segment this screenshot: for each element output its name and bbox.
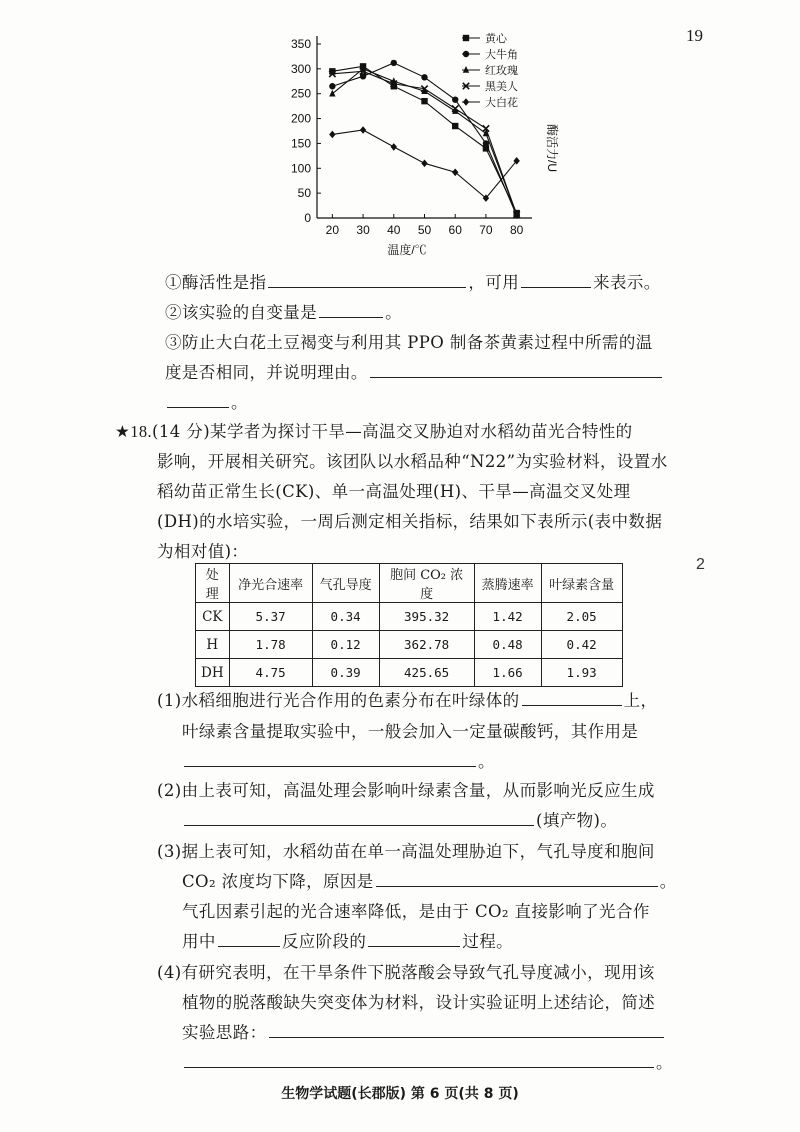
q17-line2 <box>165 299 402 323</box>
sub1-text-a: (1)水稻细胞进行光合作用的色素分布在叶绿体的 <box>157 691 520 710</box>
sub1-text-b: 上， <box>623 691 658 710</box>
cell-value: 0.12 <box>312 631 379 659</box>
chart-legend <box>462 31 518 109</box>
data-point <box>452 168 458 176</box>
x-tick-label: 20 <box>325 223 340 237</box>
sub3-text-d1: 用中 <box>182 932 216 951</box>
q18-sub2-line2 <box>182 807 617 831</box>
data-point <box>421 160 427 168</box>
cell-value: 0.39 <box>312 659 379 687</box>
q18-sub4-line3 <box>182 1019 666 1043</box>
star-icon: ★ <box>115 422 131 441</box>
data-point <box>421 74 427 80</box>
chart-axes <box>317 36 532 218</box>
blank-enzyme-activity-definition[interactable] <box>268 273 466 288</box>
y-tick-label: 300 <box>290 61 311 76</box>
q17-line1-text-b: ，可用 <box>468 273 520 292</box>
q17-line4 <box>165 359 664 383</box>
q17-line1-text-c: 来表示。 <box>593 273 661 292</box>
x-tick-label: 40 <box>387 223 401 237</box>
y-axis-label: 酶活力/U <box>545 124 559 173</box>
blank-pigment-location[interactable] <box>522 691 622 706</box>
legend-label: 大牛角 <box>485 49 518 61</box>
question-score: (14 分) <box>152 422 211 441</box>
table-header-row <box>196 564 623 603</box>
sub4-text-c: 实验思路： <box>182 1023 267 1042</box>
header-treatment: 处理 <box>196 564 230 603</box>
x-tick-label: 60 <box>448 223 462 237</box>
legend-label: 黄心 <box>485 33 507 45</box>
page-footer: 生物学试题(长郡版) 第 6 页(共 8 页) <box>281 1086 519 1102</box>
data-point <box>391 60 397 66</box>
cell-treatment: CK <box>196 603 230 631</box>
header-stomatal-conductance: 气孔导度 <box>312 564 379 603</box>
q17-line3: ③防止大白花土豆褐变与利用其 PPO 制备茶黄素过程中所需的温 <box>165 333 653 352</box>
data-point <box>452 96 458 102</box>
cell-value: 1.93 <box>541 659 622 687</box>
q17-line5-end: 。 <box>231 393 248 412</box>
blank-measure-unit[interactable] <box>521 273 591 288</box>
series-diamond <box>329 126 520 202</box>
cell-value: 1.42 <box>474 603 541 631</box>
x-tick-label: 50 <box>417 223 432 237</box>
cell-treatment: H <box>196 631 230 659</box>
legend-label: 大白花 <box>485 97 518 109</box>
cell-value: 2.05 <box>541 603 622 631</box>
x-tick-label: 70 <box>479 223 493 237</box>
q18-stem-line3: 稻幼苗正常生长(CK)、单一高温处理(H)、干旱—高温交叉处理 <box>157 482 631 501</box>
header-transpiration: 蒸腾速率 <box>474 564 541 603</box>
y-tick-label: 250 <box>290 86 311 101</box>
y-tick-label: 150 <box>290 136 311 151</box>
q17-line1 <box>165 269 661 293</box>
data-point <box>329 90 335 97</box>
q18-sub1-line2: 叶绿素含量提取实验中，一般会加入一定量碳酸钙，其作用是 <box>182 722 639 741</box>
y-tick-label: 0 <box>304 211 311 225</box>
q18-stem-text-1: 某学者为探讨干旱—高温交叉胁迫对水稻幼苗光合特性的 <box>210 422 633 441</box>
q18-sub4-line2: 植物的脱落酸缺失突变体为材料，设计实验证明上述结论，简述 <box>182 993 656 1012</box>
legend-marker <box>463 98 469 106</box>
table-row <box>196 631 623 659</box>
q18-sub3-line4 <box>182 928 513 952</box>
blank-process[interactable] <box>368 932 460 947</box>
y-tick-label: 200 <box>290 111 311 126</box>
page-number: 19 <box>686 26 703 45</box>
question-number: 18. <box>130 422 153 441</box>
blank-temperature-reason-2[interactable] <box>167 393 229 408</box>
q18-sub3-line3: 气孔因素引起的光合速率降低，是由于 CO₂ 直接影响了光合作 <box>182 902 650 921</box>
x-axis-label: 温度/℃ <box>387 243 427 257</box>
q18-stem-line2: 影响，开展相关研究。该团队以水稻品种“N22”为实验材料，设置水 <box>157 452 668 471</box>
sub3-text-b: CO₂ 浓度均下降，原因是 <box>182 872 374 891</box>
cell-value: 4.75 <box>229 659 312 687</box>
q18-sub1-line3 <box>182 748 495 772</box>
table-row <box>196 659 623 687</box>
q17-line2-end: 。 <box>385 303 403 322</box>
sub3-end: 。 <box>659 872 677 891</box>
q18-stem-line5: 为相对值)： <box>157 542 249 561</box>
q17-line1-text-a: ①酶活性是指 <box>165 273 267 292</box>
blank-temperature-reason-1[interactable] <box>370 363 662 378</box>
sub3-text-d2: 反应阶段的 <box>281 932 367 951</box>
blank-experiment-idea-1[interactable] <box>269 1023 664 1038</box>
data-point <box>329 131 335 139</box>
q18-sub4-line1: (4)有研究表明，在干旱条件下脱落酸会导致气孔导度减小，现用该 <box>157 963 655 982</box>
header-chlorophyll: 叶绿素含量 <box>541 564 622 603</box>
data-point <box>329 83 335 89</box>
blank-experiment-idea-2[interactable] <box>184 1053 654 1068</box>
cell-value: 5.37 <box>229 603 312 631</box>
cell-value: 0.48 <box>474 631 541 659</box>
blank-caco3-function[interactable] <box>184 752 476 767</box>
q18-sub1-line1 <box>157 687 657 711</box>
legend-label: 黑美人 <box>485 81 518 93</box>
data-point <box>391 143 397 151</box>
legend-label: 红玫瑰 <box>485 65 518 77</box>
y-tick-label: 350 <box>290 37 311 51</box>
legend-marker <box>463 66 469 73</box>
header-net-photosynthesis: 净光合速率 <box>229 564 312 603</box>
x-tick-label: 80 <box>509 223 524 237</box>
cell-value: 425.65 <box>379 659 474 687</box>
enzyme-activity-chart <box>262 22 559 262</box>
blank-reaction-stage[interactable] <box>218 932 280 947</box>
q18-sub3-line2 <box>182 868 677 892</box>
q18-stem-line1 <box>115 418 633 442</box>
q18-stem-line4: (DH)的水培实验，一周后测定相关指标，结果如下表所示(表中数据 <box>157 512 663 531</box>
x-tick-label: 30 <box>356 223 370 237</box>
legend-marker <box>463 51 469 57</box>
cell-value: 0.34 <box>312 603 379 631</box>
y-tick-label: 50 <box>297 186 311 201</box>
margin-mark: 2 <box>696 556 705 573</box>
results-table <box>195 563 623 687</box>
blank-decline-reason[interactable] <box>376 872 658 887</box>
q18-sub2-line1: (2)由上表可知，高温处理会影响叶绿素含量，从而影响光反应生成 <box>157 781 655 800</box>
header-intercellular-co2: 胞间 CO₂ 浓度 <box>379 564 474 603</box>
data-point <box>452 123 458 129</box>
data-point <box>483 140 489 146</box>
sub1-end: 。 <box>478 752 495 771</box>
data-point <box>360 126 366 134</box>
q17-line4-text: 度是否相同，并说明理由。 <box>165 363 368 382</box>
cell-value: 1.78 <box>229 631 312 659</box>
data-point <box>421 98 427 104</box>
q18-sub3-line1: (3)据上表可知，水稻幼苗在单一高温处理胁迫下，气孔导度和胞间 <box>157 842 655 861</box>
sub4-end: 。 <box>656 1053 673 1072</box>
blank-independent-variable[interactable] <box>319 303 383 318</box>
q17-line5 <box>165 389 248 413</box>
blank-light-reaction-products[interactable] <box>184 811 534 826</box>
q18-sub4-line4 <box>182 1049 673 1073</box>
sub2-text-b: (填产物)。 <box>536 811 618 830</box>
table-row <box>196 603 623 631</box>
cell-value: 362.78 <box>379 631 474 659</box>
cell-treatment: DH <box>196 659 230 687</box>
q17-line2-text: ②该实验的自变量是 <box>165 303 318 322</box>
y-tick-label: 100 <box>290 161 311 176</box>
sub3-text-d3: 过程。 <box>462 932 514 951</box>
cell-value: 0.42 <box>541 631 622 659</box>
cell-value: 395.32 <box>379 603 474 631</box>
legend-marker <box>463 35 469 41</box>
cell-value: 1.66 <box>474 659 541 687</box>
